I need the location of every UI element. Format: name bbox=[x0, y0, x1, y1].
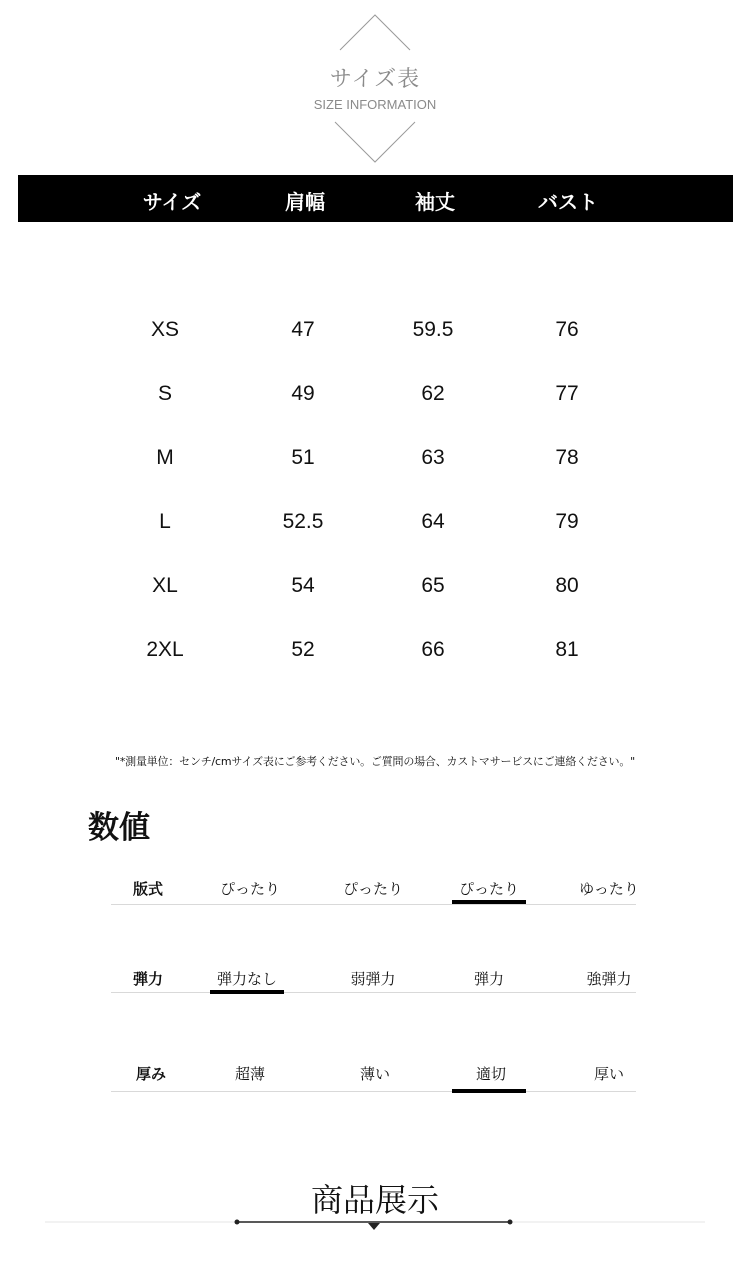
attribute-option: ぴったり bbox=[219, 880, 280, 898]
cell-bust: 77 bbox=[555, 382, 579, 405]
cell-sleeve: 65 bbox=[421, 574, 445, 597]
product-title-divider bbox=[0, 1205, 750, 1245]
cell-bust: 80 bbox=[555, 574, 579, 597]
cell-shoulder: 49 bbox=[291, 382, 315, 405]
size-chart-title: サイズ表 bbox=[329, 67, 421, 92]
emblem-top-chevron bbox=[340, 15, 410, 50]
attribute-option-selected: 弾力なし bbox=[216, 970, 277, 988]
cell-shoulder: 51 bbox=[291, 446, 315, 469]
column-header-shoulder: 肩幅 bbox=[285, 190, 325, 214]
attribute-option: 強弾力 bbox=[586, 970, 632, 988]
cell-sleeve: 63 bbox=[421, 446, 445, 469]
selected-indicator bbox=[452, 900, 526, 904]
emblem-bottom-chevron bbox=[335, 122, 415, 162]
cell-shoulder: 52 bbox=[291, 638, 315, 661]
cell-size: XL bbox=[152, 574, 178, 597]
attribute-label: 厚み bbox=[135, 1065, 166, 1083]
cell-sleeve: 64 bbox=[421, 510, 445, 533]
attribute-option: 弾力 bbox=[473, 970, 504, 988]
attribute-label: 弾力 bbox=[132, 970, 163, 988]
selected-indicator bbox=[210, 990, 284, 994]
attribute-label: 版式 bbox=[132, 880, 163, 898]
attribute-option: 弱弾力 bbox=[350, 970, 396, 988]
attributes-title: 数値 bbox=[88, 810, 150, 846]
attribute-option-selected: ぴったり bbox=[458, 880, 519, 898]
cell-bust: 81 bbox=[555, 638, 579, 661]
cell-shoulder: 47 bbox=[291, 318, 315, 341]
cell-sleeve: 62 bbox=[421, 382, 445, 405]
selected-indicator bbox=[452, 1089, 526, 1093]
attribute-option: 厚い bbox=[593, 1065, 624, 1083]
cell-bust: 79 bbox=[555, 510, 579, 533]
attribute-option: ゆったり bbox=[579, 880, 639, 898]
cell-size: 2XL bbox=[146, 638, 184, 661]
divider-dot-left bbox=[235, 1220, 240, 1225]
cell-sleeve: 66 bbox=[421, 638, 445, 661]
attribute-option: 超薄 bbox=[234, 1065, 265, 1083]
divider-dot-right bbox=[508, 1220, 513, 1225]
column-header-size: サイズ bbox=[142, 190, 202, 214]
measurement-note: "*測量単位：センチ/cmサイズ表にご参考ください。ご質問の場合、カストマサービスにご連絡ください。" bbox=[114, 755, 635, 768]
cell-bust: 78 bbox=[555, 446, 579, 469]
cell-size: S bbox=[157, 382, 172, 405]
attribute-option: 薄い bbox=[359, 1065, 390, 1083]
product-display-title: 商品展示 bbox=[310, 1181, 439, 1219]
attribute-option-selected: 適切 bbox=[475, 1065, 506, 1083]
cell-bust: 76 bbox=[555, 318, 579, 341]
attribute-divider bbox=[111, 1091, 636, 1092]
attribute-divider bbox=[111, 904, 636, 905]
cell-size: XS bbox=[150, 318, 179, 341]
cell-sleeve: 59.5 bbox=[412, 318, 454, 341]
attribute-divider bbox=[111, 992, 636, 993]
divider-triangle-icon bbox=[368, 1223, 380, 1230]
cell-shoulder: 54 bbox=[291, 574, 315, 597]
cell-size: M bbox=[156, 446, 174, 469]
cell-shoulder: 52.5 bbox=[282, 510, 324, 533]
cell-size: L bbox=[159, 510, 171, 533]
size-chart-subtitle: SIZE INFORMATION bbox=[313, 97, 437, 112]
column-header-sleeve: 袖丈 bbox=[415, 190, 455, 214]
column-header-bust: バスト bbox=[538, 190, 598, 214]
attribute-option: ぴったり bbox=[342, 880, 403, 898]
